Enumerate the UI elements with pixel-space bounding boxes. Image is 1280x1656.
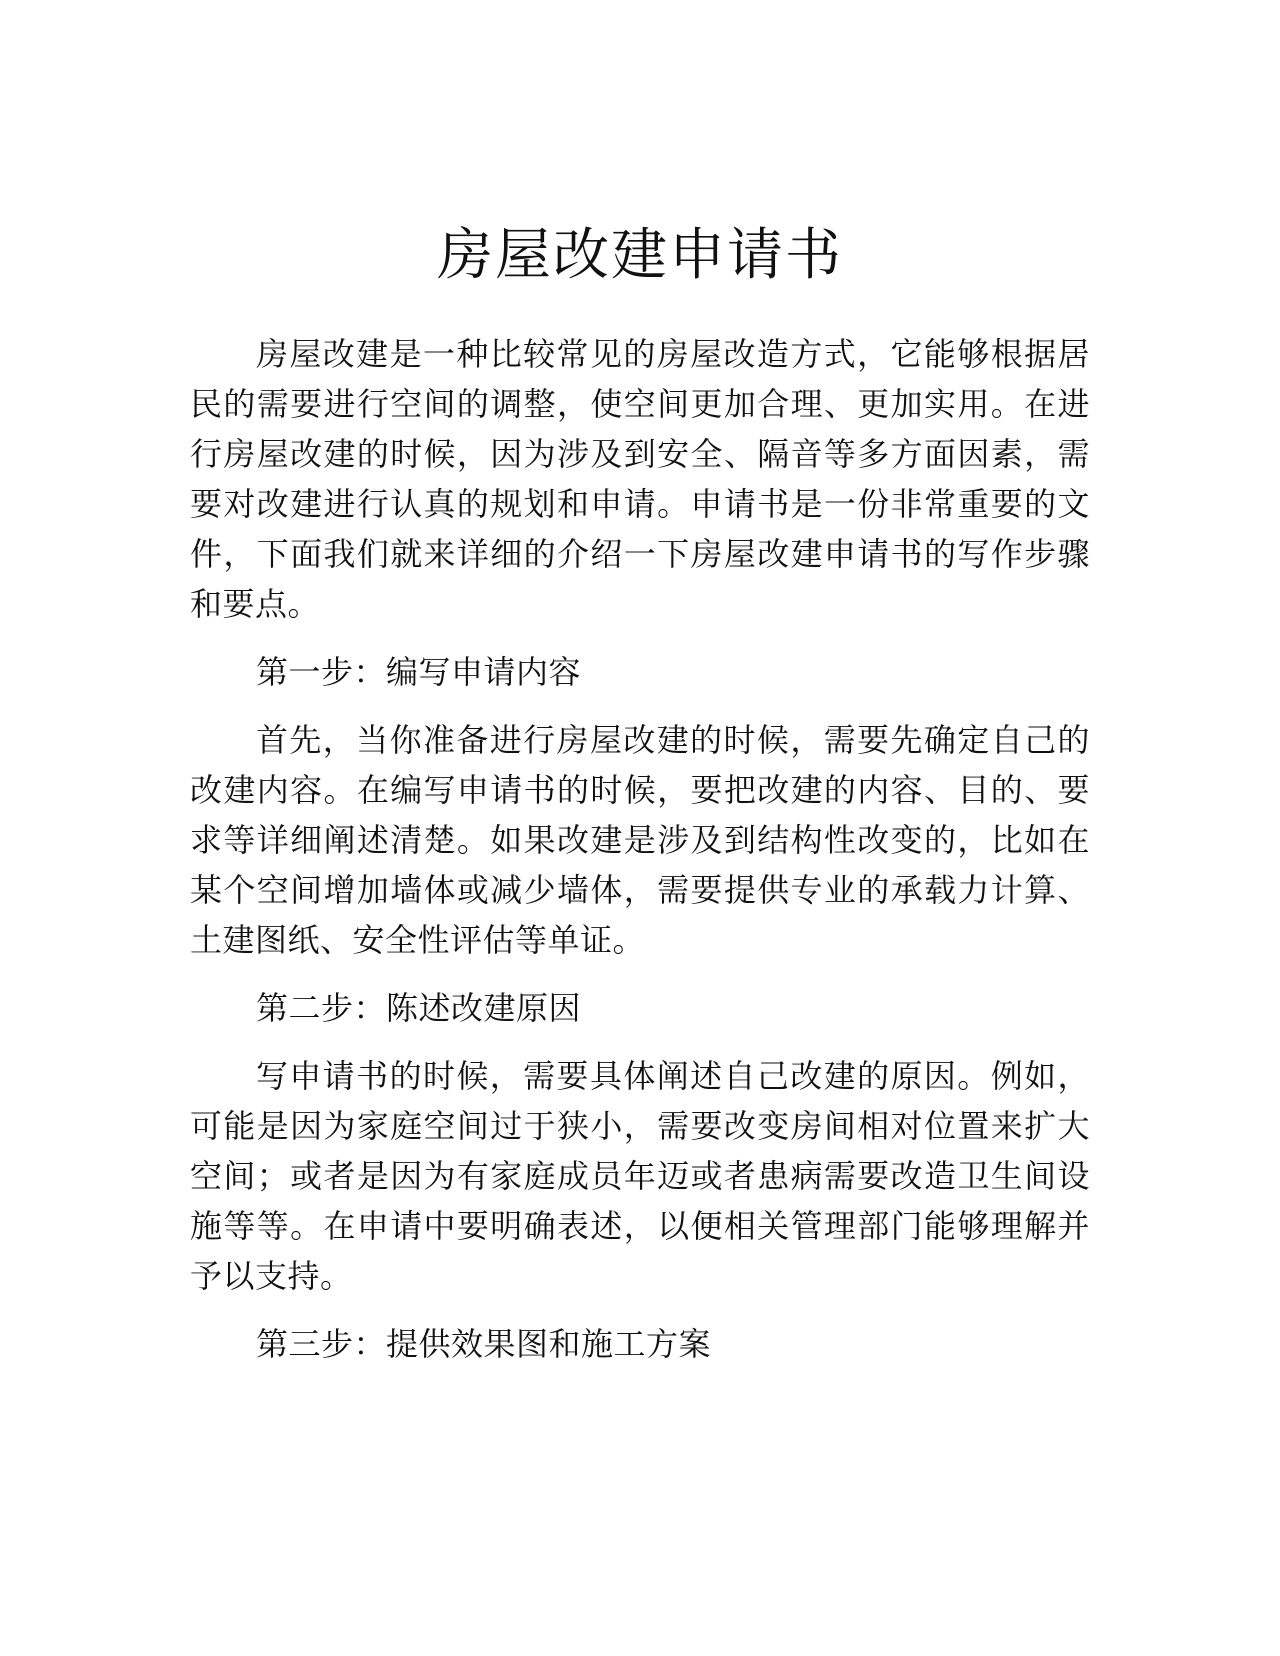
document-body <box>190 329 1090 1369</box>
step-three-heading: 第三步：提供效果图和施工方案 <box>256 1325 712 1363</box>
step-one-heading: 第一步：编写申请内容 <box>256 653 582 691</box>
document-title: 房屋改建申请书 <box>437 223 843 288</box>
step-one-paragraph: 首先，当你准备进行房屋改建的时候，需要先确定自己的改建内容。在编写申请书的时候，要把改建的内容、目的、要求等详细阐述清楚。如果改建是涉及到结构性改变的，比如在某个空间增加墙体或减少墙体，需要提供专业的承载力计算、土建图纸、安全性评估等单证。 <box>190 721 1090 959</box>
step-two-heading: 第二步：陈述改建原因 <box>256 989 582 1027</box>
step-two-paragraph: 写申请书的时候，需要具体阐述自己改建的原因。例如，可能是因为家庭空间过于狭小，需要改变房间相对位置来扩大空间；或者是因为有家庭成员年迈或者患病需要改造卫生间设施等等。在申请中要明确表述，以便相关管理部门能够理解并予以支持。 <box>190 1057 1090 1295</box>
intro-paragraph: 房屋改建是一种比较常见的房屋改造方式，它能够根据居民的需要进行空间的调整，使空间更加合理、更加实用。在进行房屋改建的时候，因为涉及到安全、隔音等多方面因素，需要对改建进行认真的规划和申请。申请书是一份非常重要的文件，下面我们就来详细的介绍一下房屋改建申请书的写作步骤和要点。 <box>190 335 1090 623</box>
